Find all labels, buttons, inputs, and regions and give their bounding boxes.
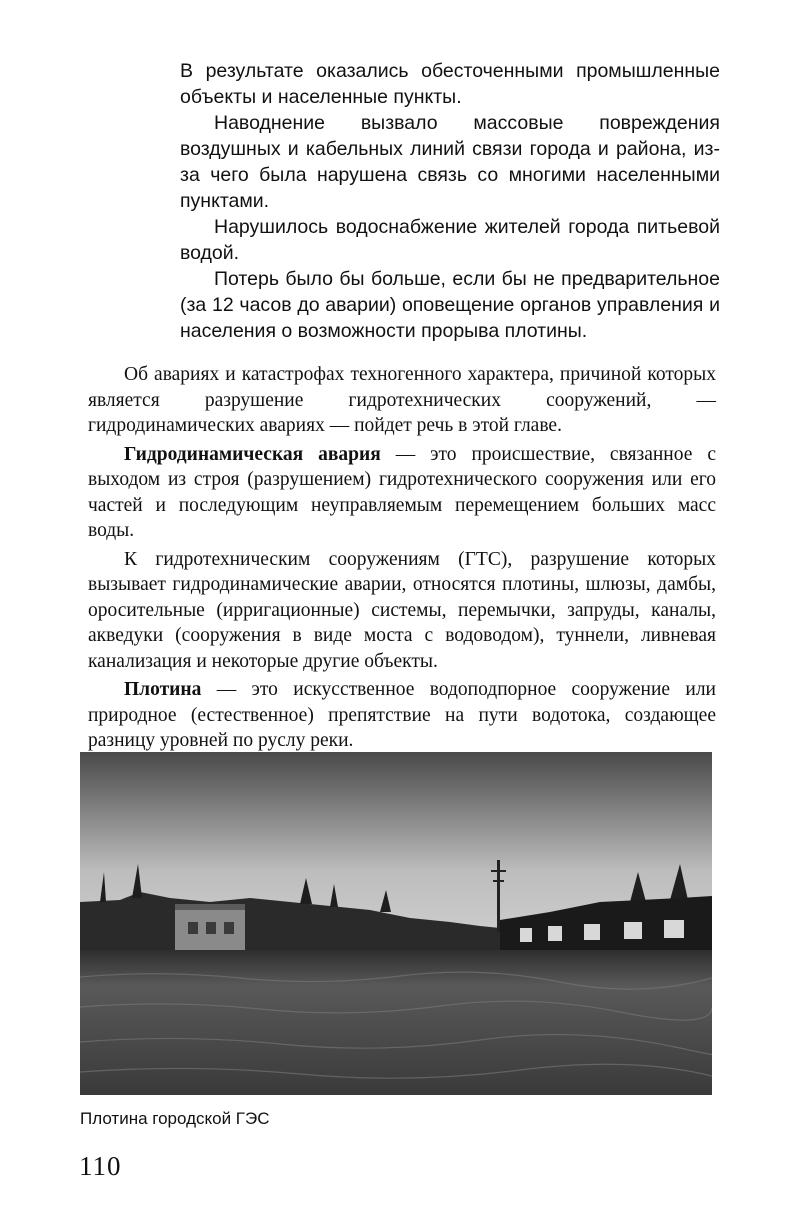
main-paragraph-1: Об авариях и катастрофах техногенного характера, причиной которых является разрушение гидротехнических сооружений, — гидродинамических авариях — пойдет речь в этой главе.: [88, 364, 716, 436]
inset-paragraph-3: Нарушилось водоснабжение жителей города питьевой водой.: [180, 216, 720, 264]
inset-text-block: [180, 58, 720, 344]
dam-photo: [80, 752, 712, 1095]
figure-caption: Плотина городской ГЭС: [80, 1109, 270, 1128]
dam-photo-illustration: [80, 752, 712, 1095]
river-water: [80, 950, 712, 1095]
term-hydrodynamic-accident: Гидродинамическая авария: [124, 443, 381, 465]
main-paragraph-2-text: — это происшествие, связанное с выходом из строя (разрушением) гидротехнического сооружения или его частей и последующим неуправляемым перемещением больших масс воды.: [88, 443, 716, 541]
left-building-roof: [175, 904, 245, 910]
left-building-window: [188, 922, 198, 934]
main-paragraph-3: К гидротехническим сооружениям (ГТС), разрушение которых вызывает гидродинамические аварии, относятся плотины, шлюзы, дамбы, оросительные (ирригационные) системы, перемычки, запруды, каналы, акведуки (сооружения в виде моста с водоводом), туннели, ливневая канализация и некоторые другие объекты.: [88, 548, 716, 672]
main-paragraph-4: [88, 677, 716, 754]
main-paragraph-4-text: — это искусственное водоподпорное сооружение или природное (естественное) препятствие на пути водотока, создающее разницу уровней по руслу реки.: [88, 679, 716, 751]
left-building-window: [224, 922, 234, 934]
power-pole-crossbar: [491, 870, 506, 872]
term-dam: Плотина: [124, 679, 202, 700]
main-paragraph-2: [88, 442, 716, 544]
inset-paragraph-2: Наводнение вызвало массовые повреждения воздушных и кабельных линий связи города и района, из-за чего была нарушена связь со многими населенными пунктами.: [180, 112, 720, 212]
inset-paragraph-1: В результате оказались обесточенными промышленные объекты и населенные пункты.: [180, 60, 720, 108]
inset-paragraph-4: Потерь было бы больше, если бы не предварительное (за 12 часов до аварии) оповещение органов управления и населения о возможности прорыва плотины.: [180, 268, 720, 342]
main-text-block: [88, 362, 716, 754]
page-number: 110: [79, 1151, 122, 1181]
power-pole-crossbar: [493, 880, 504, 882]
left-building-window: [206, 922, 216, 934]
